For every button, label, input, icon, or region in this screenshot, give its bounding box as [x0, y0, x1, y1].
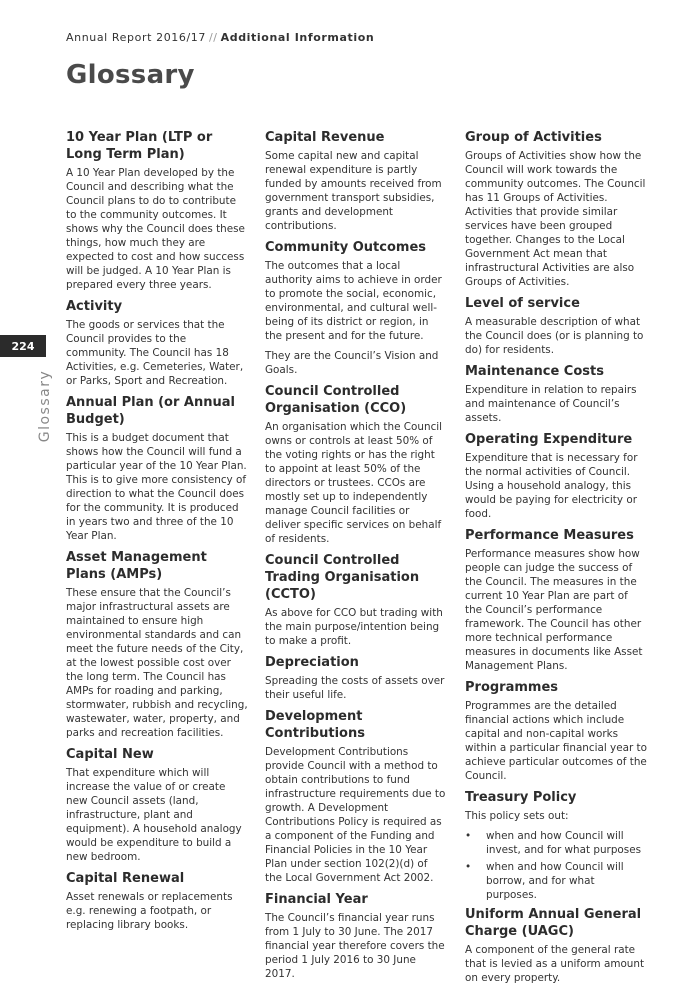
glossary-definition: The outcomes that a local authority aims to achieve in order to promote the social, economic, environmental, and cultural well-being of its district or region, in the present and for the future.: [265, 260, 442, 342]
glossary-definition: An organisation which the Council owns or controls at least 50% of the voting rights or has the right to appoint at least 50% of the directors or trustees. CCOs are mostly set up to independently manage Council facilities or deliver specific services on behalf of residents.: [265, 421, 443, 545]
definition-bullet-list: [465, 829, 647, 902]
glossary-entry: [66, 394, 248, 543]
glossary-entry: [66, 298, 248, 388]
glossary-definition: These ensure that the Council’s major infrastructural assets are maintained to ensure high environmental standards and can meet the future needs of the City, at the lowest possible cost over the long term. The Council has AMPs for roading and parking, stormwater, rubbish and recycling, wastewater, water, property, and parks and recreation facilities.: [66, 587, 248, 739]
glossary-entry: [465, 906, 647, 985]
definition-bullet: • when and how Council will invest, and for what purposes: [465, 829, 647, 857]
glossary-term: Level of service: [465, 296, 580, 311]
definition-bullet: • when and how Council will borrow, and for what purposes.: [465, 860, 647, 902]
glossary-definition: This policy sets out:: [465, 810, 569, 822]
glossary-definition: Some capital new and capital renewal expenditure is partly funded by amounts received from government transport subsidies, grants and development contributions.: [265, 150, 442, 232]
glossary-term: Depreciation: [265, 655, 359, 670]
running-header: [66, 31, 374, 44]
glossary-column-1: [66, 129, 248, 938]
glossary-term: Uniform Annual General Charge (UAGC): [465, 907, 642, 939]
glossary-entry: [465, 129, 647, 289]
glossary-term: Programmes: [465, 680, 559, 695]
glossary-entry: [265, 708, 447, 885]
glossary-definition: Expenditure in relation to repairs and maintenance of Council’s assets.: [465, 384, 637, 424]
glossary-term: Group of Activities: [465, 130, 602, 145]
glossary-term: Community Outcomes: [265, 240, 427, 255]
glossary-definition: A component of the general rate that is levied as a uniform amount on every property.: [465, 944, 645, 984]
glossary-entry: [66, 870, 248, 932]
glossary-entry: [465, 431, 647, 521]
glossary-entry: [465, 789, 647, 902]
glossary-term: Capital Revenue: [265, 130, 385, 145]
glossary-entry: [265, 383, 447, 546]
glossary-entry: [265, 891, 447, 981]
report-name: Annual Report 2016/17: [66, 31, 206, 44]
glossary-entry: [66, 549, 248, 740]
glossary-definition: That expenditure which will increase the value of or create new Council assets (land, infrastructure, plant and equipment). A household analogy would be expenditure to build a new bedroom.: [66, 767, 242, 863]
side-section-label: Glossary: [37, 369, 53, 443]
glossary-definition: A measurable description of what the Council does (or is planning to do) for residents.: [465, 316, 644, 356]
glossary-entry: [265, 129, 447, 233]
glossary-entry: [465, 363, 647, 425]
glossary-term: Treasury Policy: [465, 790, 577, 805]
glossary-term: Performance Measures: [465, 528, 634, 543]
glossary-entry: [66, 746, 248, 864]
glossary-definition: Groups of Activities show how the Council will work towards the community outcomes. The Council has 11 Groups of Activities. Activities that provide similar services have been grouped together. Changes to the Local Government Act mean that infrastructural Activities are also Groups of Activities.: [465, 150, 646, 288]
glossary-entry: [465, 295, 647, 357]
glossary-definition: The goods or services that the Council provides to the community. The Council has 18 Activities, e.g. Cemeteries, Water, or Parks, Sport and Recreation.: [66, 319, 244, 387]
page-title: Glossary: [66, 60, 195, 90]
glossary-term: Council Controlled Trading Organisation (CCTO): [265, 553, 420, 602]
glossary-term: Capital Renewal: [66, 871, 185, 886]
section-name: Additional Information: [220, 31, 375, 44]
glossary-definition: Spreading the costs of assets over their useful life.: [265, 675, 445, 701]
glossary-term: Council Controlled Organisation (CCO): [265, 384, 407, 416]
glossary-definition: The Council’s financial year runs from 1 July to 30 June. The 2017 financial year therefore covers the period 1 July 2016 to 30 June 2017.: [265, 912, 445, 980]
glossary-entry: [265, 654, 447, 702]
glossary-column-3: [465, 129, 647, 991]
glossary-definition: Asset renewals or replacements e.g. renewing a footpath, or replacing library books.: [66, 891, 233, 931]
glossary-definition: A 10 Year Plan developed by the Council and describing what the Council plans to do to contribute to the community outcomes. It shows why the Council does these things, how much they are expected to cost and how success will be judged. A 10 Year Plan is prepared every three years.: [66, 167, 245, 291]
glossary-definition: Performance measures show how people can judge the success of the Council. The measures in the current 10 Year Plan are part of the Council’s performance framework. The Council has other more technical performance measures in documents like Asset Management Plans.: [465, 548, 643, 672]
glossary-term: Capital New: [66, 747, 154, 762]
glossary-definition: Development Contributions provide Council with a method to obtain contributions to fund infrastructure requirements due to growth. A Development Contributions Policy is required as a component of the Funding and Financial Policies in the 10 Year Plan under section 102(2)(d) of the Local Government Act 2002.: [265, 746, 446, 884]
glossary-term: Annual Plan (or Annual Budget): [66, 395, 235, 427]
glossary-definition: Expenditure that is necessary for the normal activities of Council. Using a household analogy, this would be paying for electricity or food.: [465, 452, 638, 520]
glossary-term: 10 Year Plan (LTP or Long Term Plan): [66, 130, 213, 162]
page-number-tab: 224: [0, 335, 46, 357]
glossary-term: Maintenance Costs: [465, 364, 604, 379]
glossary-term: Activity: [66, 299, 123, 314]
glossary-column-2: [265, 129, 447, 987]
glossary-term: Development Contributions: [265, 709, 365, 741]
glossary-term: Asset Management Plans (AMPs): [66, 550, 207, 582]
glossary-definition: This is a budget document that shows how the Council will fund a particular year of the 10 Year Plan. This is to give more consistency of direction to what the Council does for the community. It is produced in years two and three of the 10 Year Plan.: [66, 432, 247, 542]
glossary-definition: As above for CCO but trading with the main purpose/intention being to make a profit.: [265, 607, 443, 647]
glossary-entry: [465, 679, 647, 783]
glossary-entry: [265, 239, 447, 377]
glossary-definition: Programmes are the detailed financial actions which include capital and non-capital works within a particular financial year to achieve particular outcomes of the Council.: [465, 700, 647, 782]
glossary-term: Operating Expenditure: [465, 432, 633, 447]
glossary-entry: [66, 129, 248, 292]
glossary-entry: [465, 527, 647, 673]
glossary-entry: [265, 552, 447, 648]
glossary-definition: They are the Council’s Vision and Goals.: [265, 350, 439, 376]
glossary-term: Financial Year: [265, 892, 368, 907]
header-separator: //: [209, 31, 218, 44]
